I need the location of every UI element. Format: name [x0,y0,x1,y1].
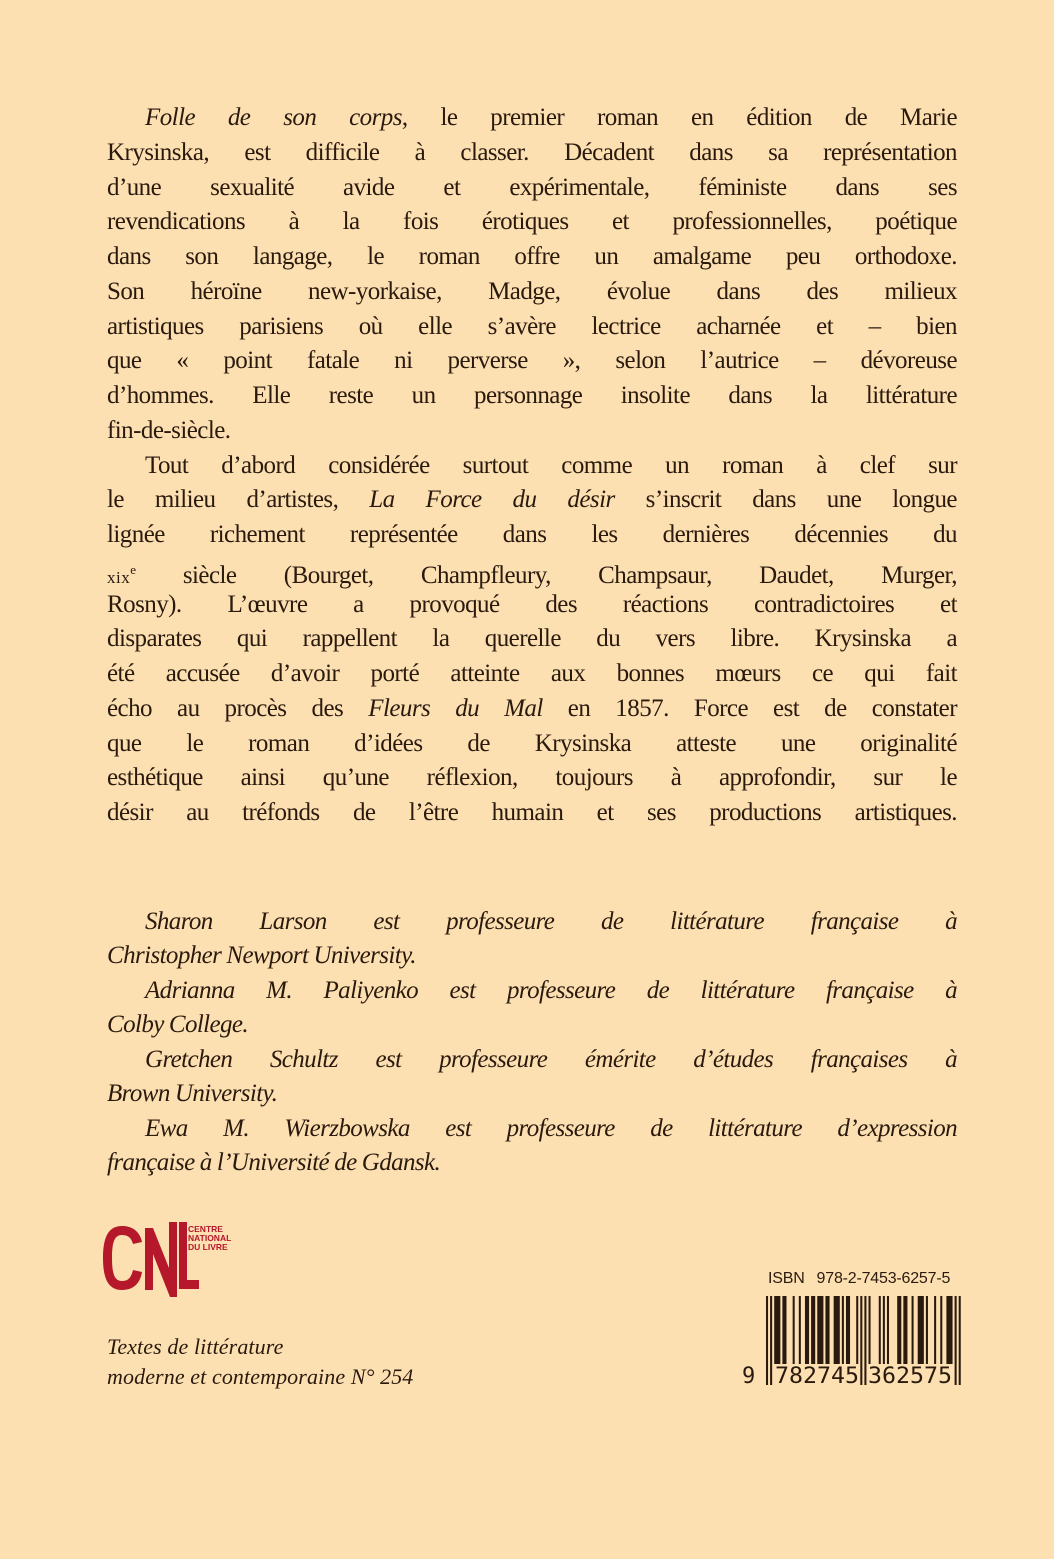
logo-line-1: CENTRE [188,1224,223,1234]
text-line: que « point fatale ni perverse », selon l’autrice – dévoreuse [107,347,957,375]
text-span: écho au procès des [107,694,369,722]
cnl-logo-mark [103,1222,199,1297]
text-line: fin-de-siècle. [107,416,231,444]
bio-line: Brown University. [107,1080,278,1108]
text-line: d’une sexualité avide et expérimentale, féministe dans ses [107,173,957,201]
text-line [107,553,957,588]
barcode-bar [940,1296,942,1364]
barcode-bar [811,1296,815,1364]
text-line: d’hommes. Elle reste un personnage insolite dans la littérature [107,382,957,409]
barcode-bar [903,1296,907,1364]
barcode-right-digits: 362575 [868,1364,952,1389]
text-line: que le roman d’idées de Krysinska atteste une originalité [107,729,957,757]
logo-line-3: DU LIVRE [188,1242,228,1252]
book-title-italic: La Force du désir [369,486,615,514]
text-line [107,692,957,727]
barcode-bar [856,1296,858,1364]
text-line: Rosny). L’œuvre a provoqué des réactions contradictoires et [107,590,957,618]
text-span: siècle (Bourget, Champfleury, Champsaur, Daudet, Murger, [135,561,957,589]
barcode-bar [817,1296,823,1364]
bio-line: Colby College. [107,1011,249,1039]
book-title-italic: Folle de son corps [145,104,402,131]
text-line [107,483,957,518]
text-span: le milieu d’artistes, [107,486,370,514]
barcode-first-digit: 9 [742,1364,756,1389]
barcode-bar [946,1296,952,1364]
isbn-prefix: ISBN [768,1270,805,1287]
barcode-bar [887,1296,889,1364]
text-line: artistiques parisiens où elle s’avère lectrice acharnée et – bien [107,312,957,340]
barcode-guard-bar [860,1296,862,1385]
logo-letter-n [145,1222,177,1297]
barcode-bar [846,1296,850,1364]
text-line [107,101,957,136]
text-line: esthétique ainsi qu’une réflexion, toujours à approfondir, sur le [107,764,957,792]
barcode-bar [869,1296,871,1364]
barcode-bar [793,1296,795,1364]
bio-line: Ewa M. Wierzbowska est professeure de littérature d’expression [145,1114,957,1142]
text-line: dans son langage, le roman offre un amalgame peu orthodoxe. [107,243,957,270]
barcode-guard-bar [955,1296,957,1385]
barcode-guard-bar [766,1296,768,1385]
bio-line: Sharon Larson est professeure de littérature française à [145,908,957,935]
author-bios [107,905,957,1181]
bio-line: Christopher Newport University. [107,942,416,970]
collection-info [107,1332,413,1392]
ean13-barcode [742,1294,958,1388]
barcode-bar [774,1296,780,1364]
bio-line: Adrianna M. Paliyenko est professeure de littérature française à [145,976,957,1004]
barcode-bar [782,1296,786,1364]
collection-line-1: Textes de littérature [107,1334,284,1359]
barcode-bar [842,1296,844,1364]
text-line: revendications à la fois érotiques et professionnelles, poétique [107,208,957,236]
barcode-bar [897,1296,901,1364]
collection-line-2: moderne et contemporaine N° 254 [107,1364,414,1389]
logo-line-2: NATIONAL [188,1233,232,1243]
century-small-caps: xix [107,567,131,587]
text-line: désir au tréfonds de l’être humain et ses productions artistiques. [107,799,957,826]
text-span: , le premier roman en édition de Marie [401,104,957,131]
text-line: lignée richement représentée dans les dernières décennies du [107,521,957,548]
barcode-guard-bar [959,1296,961,1385]
text-line: Krysinska, est difficile à classer. Décadent dans sa représentation [107,138,957,166]
barcode-bar [883,1296,885,1364]
barcode-guard-bar [770,1296,772,1385]
barcode-bar [918,1296,924,1364]
back-cover-blurb [107,101,957,831]
barcode-guard-bar [864,1296,866,1385]
text-line: disparates qui rappellent la querelle du vers libre. Krysinska a [107,625,957,653]
barcode-bar [926,1296,928,1364]
text-line: Son héroïne new-yorkaise, Madge, évolue dans des milieux [107,277,957,305]
text-span: s’inscrit dans une longue [614,486,957,514]
barcode-bar [799,1296,801,1364]
barcode-bar [934,1296,936,1364]
isbn-label [768,1270,950,1288]
text-span: en 1857. Force est de constater [542,694,957,722]
bio-line: Gretchen Schultz est professeure émérite d’études françaises à [145,1045,957,1073]
isbn-number: 978-2-7453-6257-5 [816,1270,951,1287]
barcode-bar [825,1296,829,1364]
barcode-bar [912,1296,914,1364]
cnl-logo [103,1222,232,1298]
bio-line: française à l’Université de Gdansk. [107,1149,441,1177]
barcode-bar [805,1296,809,1364]
text-line: Tout d’abord considérée surtout comme un roman à clef sur [145,451,957,479]
logo-letter-c [103,1226,142,1290]
barcode-left-digits: 782745 [775,1364,859,1389]
barcode-bar [879,1296,881,1364]
barcode-bar [834,1296,840,1364]
superscript: e [130,561,136,577]
text-line: été accusée d’avoir porté atteinte aux bonnes mœurs ce qui fait [107,660,957,687]
book-title-italic: Fleurs du Mal [368,694,543,722]
